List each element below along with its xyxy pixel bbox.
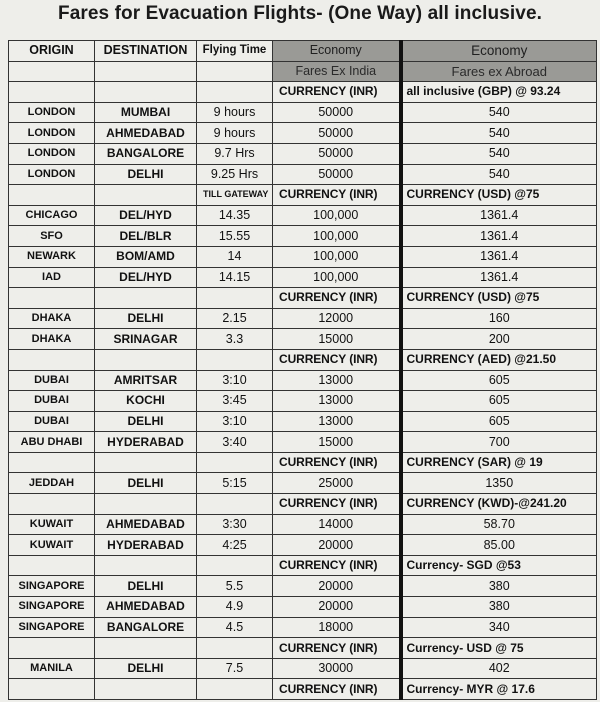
currency-inr-label: CURRENCY (INR): [273, 555, 401, 576]
currency-row: [9, 555, 597, 576]
fare-foreign-cell: 85.00: [401, 535, 597, 556]
blank-cell: [95, 638, 197, 659]
destination-cell: DELHI: [95, 411, 197, 432]
blank-cell: [197, 61, 273, 82]
origin-cell: NEWARK: [9, 246, 95, 267]
fare-foreign-cell: 1361.4: [401, 226, 597, 247]
fare-inr-cell: 50000: [273, 143, 401, 164]
fare-inr-cell: 100,000: [273, 246, 401, 267]
flying-time-cell: 9 hours: [197, 123, 273, 144]
blank-cell: [9, 679, 95, 700]
fare-inr-cell: 50000: [273, 123, 401, 144]
origin-cell: SINGAPORE: [9, 617, 95, 638]
blank-cell: [95, 82, 197, 103]
fare-foreign-cell: 540: [401, 143, 597, 164]
table-row: [9, 432, 597, 453]
origin-cell: SFO: [9, 226, 95, 247]
table-row: [9, 329, 597, 350]
origin-cell: JEDDAH: [9, 473, 95, 494]
origin-cell: SINGAPORE: [9, 576, 95, 597]
fare-inr-cell: 100,000: [273, 205, 401, 226]
flying-time-cell: 9.25 Hrs: [197, 164, 273, 185]
table-row: [9, 143, 597, 164]
fare-foreign-cell: 1350: [401, 473, 597, 494]
fare-inr-cell: 15000: [273, 329, 401, 350]
fares-ex-india-header: Fares Ex India: [273, 61, 401, 82]
blank-cell: [9, 82, 95, 103]
destination-cell: BANGALORE: [95, 617, 197, 638]
fare-inr-cell: 20000: [273, 576, 401, 597]
fare-foreign-cell: 1361.4: [401, 205, 597, 226]
destination-cell: DELHI: [95, 473, 197, 494]
fare-foreign-cell: 58.70: [401, 514, 597, 535]
fares-table: [8, 40, 597, 700]
origin-cell: DUBAI: [9, 391, 95, 412]
fare-inr-cell: 13000: [273, 370, 401, 391]
currency-row: [9, 185, 597, 206]
gateway-note: [197, 288, 273, 309]
currency-inr-label: CURRENCY (INR): [273, 452, 401, 473]
destination-header: DESTINATION: [95, 41, 197, 62]
destination-cell: DELHI: [95, 308, 197, 329]
fare-foreign-cell: 605: [401, 370, 597, 391]
blank-cell: [95, 185, 197, 206]
fare-foreign-cell: 380: [401, 597, 597, 618]
flying-time-cell: 5.5: [197, 576, 273, 597]
destination-cell: DEL/HYD: [95, 205, 197, 226]
table-row: [9, 226, 597, 247]
currency-inr-label: CURRENCY (INR): [273, 349, 401, 370]
fare-foreign-cell: 402: [401, 658, 597, 679]
flying-time-cell: 3.3: [197, 329, 273, 350]
destination-cell: AMRITSAR: [95, 370, 197, 391]
economy-abroad-header: Economy: [401, 41, 597, 62]
gateway-note: [197, 452, 273, 473]
blank-cell: [9, 494, 95, 515]
fare-inr-cell: 15000: [273, 432, 401, 453]
origin-cell: KUWAIT: [9, 514, 95, 535]
currency-row: [9, 82, 597, 103]
currency-row: [9, 494, 597, 515]
table-row: [9, 308, 597, 329]
fare-foreign-cell: 540: [401, 102, 597, 123]
flying-time-cell: 3:40: [197, 432, 273, 453]
destination-cell: DEL/HYD: [95, 267, 197, 288]
fare-inr-cell: 100,000: [273, 267, 401, 288]
fare-foreign-cell: 700: [401, 432, 597, 453]
origin-cell: DHAKA: [9, 329, 95, 350]
fare-foreign-cell: 605: [401, 411, 597, 432]
fare-inr-cell: 25000: [273, 473, 401, 494]
flying-time-cell: 3:10: [197, 411, 273, 432]
fare-inr-cell: 50000: [273, 102, 401, 123]
document-title: Fares for Evacuation Flights- (One Way) all inclusive.: [57, 3, 543, 24]
fare-inr-cell: 18000: [273, 617, 401, 638]
fare-inr-cell: 12000: [273, 308, 401, 329]
origin-cell: DUBAI: [9, 370, 95, 391]
fare-inr-cell: 13000: [273, 411, 401, 432]
flying-time-cell: 9 hours: [197, 102, 273, 123]
table-row: [9, 473, 597, 494]
table-row: [9, 391, 597, 412]
flying-time-cell: 14.35: [197, 205, 273, 226]
fare-inr-cell: 100,000: [273, 226, 401, 247]
flying-time-cell: 5:15: [197, 473, 273, 494]
table-row: [9, 267, 597, 288]
blank-cell: [9, 185, 95, 206]
currency-inr-label: CURRENCY (INR): [273, 82, 401, 103]
blank-cell: [9, 638, 95, 659]
flying-time-cell: 3:45: [197, 391, 273, 412]
table-row: [9, 164, 597, 185]
origin-cell: IAD: [9, 267, 95, 288]
gateway-note: [197, 349, 273, 370]
fare-foreign-cell: 540: [401, 123, 597, 144]
flying-time-cell: 15.55: [197, 226, 273, 247]
table-row: [9, 617, 597, 638]
fare-foreign-cell: 1361.4: [401, 267, 597, 288]
origin-cell: DHAKA: [9, 308, 95, 329]
economy-india-header: Economy: [273, 41, 401, 62]
table-row: [9, 123, 597, 144]
destination-cell: DELHI: [95, 576, 197, 597]
blank-cell: [9, 555, 95, 576]
currency-foreign-label: Currency- SGD @53: [401, 555, 597, 576]
currency-foreign-label: CURRENCY (SAR) @ 19: [401, 452, 597, 473]
table-row: [9, 102, 597, 123]
origin-cell: DUBAI: [9, 411, 95, 432]
fare-foreign-cell: 160: [401, 308, 597, 329]
flying-time-cell: 4:25: [197, 535, 273, 556]
destination-cell: BANGALORE: [95, 143, 197, 164]
table-row: [9, 205, 597, 226]
gateway-note: [197, 638, 273, 659]
fare-inr-cell: 20000: [273, 597, 401, 618]
currency-foreign-label: CURRENCY (USD) @75: [401, 185, 597, 206]
currency-row: [9, 452, 597, 473]
flying-time-cell: 3:10: [197, 370, 273, 391]
currency-inr-label: CURRENCY (INR): [273, 679, 401, 700]
fare-foreign-cell: 540: [401, 164, 597, 185]
gateway-note: [197, 555, 273, 576]
destination-cell: MUMBAI: [95, 102, 197, 123]
destination-cell: HYDERABAD: [95, 535, 197, 556]
blank-cell: [95, 349, 197, 370]
fare-inr-cell: 30000: [273, 658, 401, 679]
origin-header: ORIGIN: [9, 41, 95, 62]
table-row: [9, 246, 597, 267]
destination-cell: SRINAGAR: [95, 329, 197, 350]
fares-table-body: [9, 41, 597, 700]
flying-time-cell: 14: [197, 246, 273, 267]
flying-time-cell: 9.7 Hrs: [197, 143, 273, 164]
gateway-note: TILL GATEWAY: [197, 185, 273, 206]
flying-time-cell: 7.5: [197, 658, 273, 679]
currency-row: [9, 288, 597, 309]
fare-foreign-cell: 1361.4: [401, 246, 597, 267]
blank-cell: [95, 61, 197, 82]
blank-cell: [9, 349, 95, 370]
destination-cell: HYDERABAD: [95, 432, 197, 453]
table-row: [9, 514, 597, 535]
flying-time-cell: 2.15: [197, 308, 273, 329]
currency-foreign-label: CURRENCY (KWD)-@241.20: [401, 494, 597, 515]
fare-foreign-cell: 380: [401, 576, 597, 597]
blank-cell: [95, 555, 197, 576]
fares-ex-abroad-header: Fares ex Abroad: [401, 61, 597, 82]
currency-row: [9, 679, 597, 700]
origin-cell: LONDON: [9, 102, 95, 123]
blank-cell: [9, 288, 95, 309]
currency-foreign-label: Currency- MYR @ 17.6: [401, 679, 597, 700]
destination-cell: DELHI: [95, 164, 197, 185]
table-row: [9, 411, 597, 432]
fare-inr-cell: 14000: [273, 514, 401, 535]
flying-time-cell: 4.9: [197, 597, 273, 618]
destination-cell: AHMEDABAD: [95, 597, 197, 618]
fare-foreign-cell: 340: [401, 617, 597, 638]
fare-foreign-cell: 200: [401, 329, 597, 350]
currency-foreign-label: CURRENCY (AED) @21.50: [401, 349, 597, 370]
origin-cell: CHICAGO: [9, 205, 95, 226]
origin-cell: MANILA: [9, 658, 95, 679]
currency-inr-label: CURRENCY (INR): [273, 185, 401, 206]
currency-foreign-label: Currency- USD @ 75: [401, 638, 597, 659]
table-row: [9, 370, 597, 391]
origin-cell: SINGAPORE: [9, 597, 95, 618]
destination-cell: BOM/AMD: [95, 246, 197, 267]
currency-inr-label: CURRENCY (INR): [273, 638, 401, 659]
blank-cell: [95, 288, 197, 309]
origin-cell: KUWAIT: [9, 535, 95, 556]
flying-time-cell: 3:30: [197, 514, 273, 535]
table-row: [9, 535, 597, 556]
currency-row: [9, 638, 597, 659]
destination-cell: DELHI: [95, 658, 197, 679]
currency-inr-label: CURRENCY (INR): [273, 494, 401, 515]
blank-cell: [95, 679, 197, 700]
destination-cell: KOCHI: [95, 391, 197, 412]
destination-cell: AHMEDABAD: [95, 514, 197, 535]
table-row: [9, 597, 597, 618]
fare-inr-cell: 13000: [273, 391, 401, 412]
header-row: [9, 41, 597, 62]
currency-foreign-label: all inclusive (GBP) @ 93.24: [401, 82, 597, 103]
gateway-note: [197, 82, 273, 103]
destination-cell: AHMEDABAD: [95, 123, 197, 144]
currency-inr-label: CURRENCY (INR): [273, 288, 401, 309]
gateway-note: [197, 494, 273, 515]
origin-cell: LONDON: [9, 123, 95, 144]
currency-row: [9, 349, 597, 370]
subheader-row: [9, 61, 597, 82]
currency-foreign-label: CURRENCY (USD) @75: [401, 288, 597, 309]
origin-cell: LONDON: [9, 164, 95, 185]
flying-time-cell: 4.5: [197, 617, 273, 638]
origin-cell: ABU DHABI: [9, 432, 95, 453]
destination-cell: DEL/BLR: [95, 226, 197, 247]
blank-cell: [95, 452, 197, 473]
gateway-note: [197, 679, 273, 700]
origin-cell: LONDON: [9, 143, 95, 164]
fare-foreign-cell: 605: [401, 391, 597, 412]
fare-inr-cell: 50000: [273, 164, 401, 185]
blank-cell: [95, 494, 197, 515]
table-row: [9, 576, 597, 597]
blank-cell: [9, 61, 95, 82]
fare-inr-cell: 20000: [273, 535, 401, 556]
blank-cell: [9, 452, 95, 473]
table-row: [9, 658, 597, 679]
flying-time-header: Flying Time: [197, 41, 273, 62]
flying-time-cell: 14.15: [197, 267, 273, 288]
